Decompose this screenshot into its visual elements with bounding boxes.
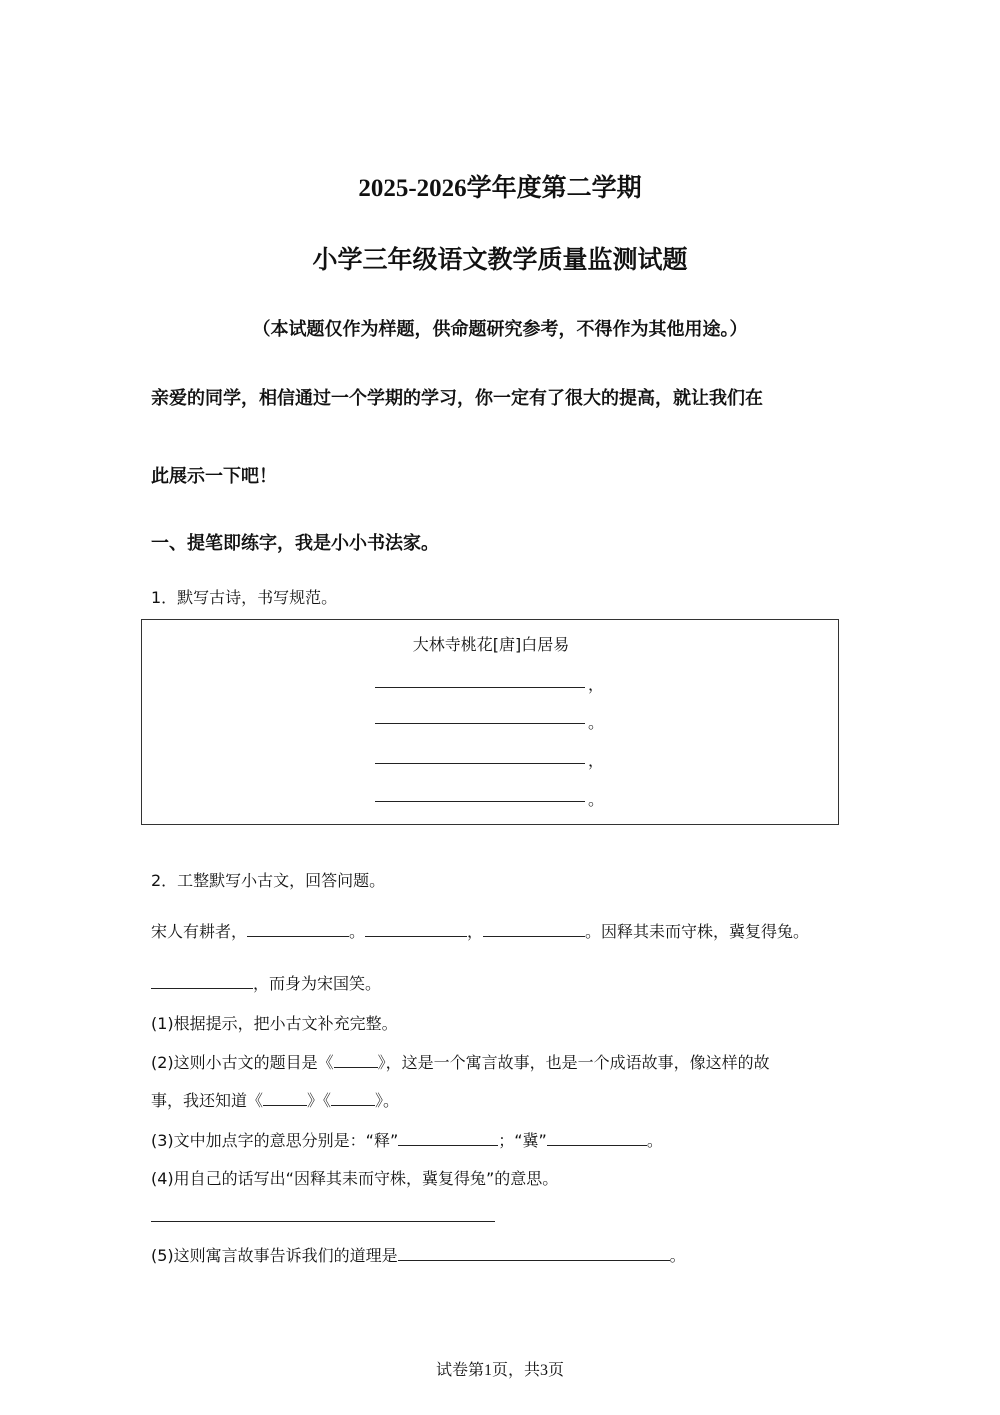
- sub-question-5-text-a: (5)这则寓言故事告诉我们的道理是: [151, 1246, 398, 1265]
- intro-line-2: 此展示一下吧！: [151, 466, 277, 487]
- story-blank-1[interactable]: [263, 1091, 307, 1106]
- poem-answer-line-1[interactable]: [375, 687, 585, 688]
- poem-answer-line-4[interactable]: [375, 801, 585, 802]
- sub-question-4: (4)用自己的话写出“因释其耒而守株，冀复得兔”的意思。: [151, 1169, 559, 1188]
- sub-question-2-text-e: 》。: [375, 1091, 400, 1110]
- classical-text-middle: 。因释其耒而守株，冀复得兔。: [585, 922, 810, 941]
- classical-punct-b: ，: [467, 922, 484, 941]
- story-blank-2[interactable]: [331, 1091, 375, 1106]
- exam-title-subject: 小学三年级语文教学质量监测试题: [312, 245, 688, 274]
- sub-question-3-text-c: 。: [646, 1131, 663, 1150]
- sub-question-5: [151, 1243, 686, 1266]
- meaning-blank-1[interactable]: [398, 1131, 498, 1146]
- sub-question-4-answer-line[interactable]: [151, 1221, 495, 1222]
- classical-text-line-2: [151, 971, 381, 994]
- sub-question-3: [151, 1128, 663, 1151]
- classical-text-line-1: [151, 919, 809, 942]
- sub-question-3-text-a: (3)文中加点字的意思分别是：“释”: [151, 1131, 399, 1150]
- sub-question-2-text-d: 》《: [307, 1091, 332, 1110]
- poem-answer-box: [141, 619, 839, 825]
- question-2-prompt: 2．工整默写小古文，回答问题。: [151, 871, 386, 890]
- poem-answer-line-2[interactable]: [375, 723, 585, 724]
- poem-answer-line-3[interactable]: [375, 763, 585, 764]
- meaning-blank-2[interactable]: [547, 1131, 647, 1146]
- sub-question-5-text-b: 。: [669, 1246, 686, 1265]
- classical-punct-a: 。: [349, 922, 366, 941]
- section-1-heading: 一、提笔即练字，我是小小书法家。: [151, 533, 439, 554]
- fill-blank-b[interactable]: [365, 922, 467, 937]
- poem-line-3-punct: ，: [588, 751, 605, 770]
- sub-question-2-text-b: 》，这是一个寓言故事，也是一个成语故事，像这样的故: [377, 1053, 770, 1072]
- fill-blank-d[interactable]: [151, 974, 253, 989]
- poem-line-1-punct: ，: [588, 675, 605, 694]
- poem-line-2-punct: 。: [588, 713, 605, 732]
- sub-question-1: (1)根据提示，把小古文补充完整。: [151, 1014, 398, 1033]
- poem-title: 大林寺桃花[唐]白居易: [412, 635, 570, 654]
- page-footer: 试卷第1页，共3页: [435, 1362, 564, 1379]
- moral-blank[interactable]: [398, 1246, 670, 1261]
- classical-text-end: ，而身为宋国笑。: [253, 974, 382, 993]
- title-blank[interactable]: [334, 1053, 378, 1068]
- sub-question-3-text-b: ；“冀”: [498, 1131, 547, 1150]
- sub-question-2-line-1: [151, 1050, 770, 1073]
- poem-line-4-punct: 。: [588, 790, 605, 809]
- fill-blank-a[interactable]: [247, 922, 349, 937]
- sub-question-2-line-2: [151, 1088, 399, 1111]
- intro-line-1: 亲爱的同学，相信通过一个学期的学习，你一定有了很大的提高，就让我们在: [151, 388, 763, 409]
- sub-question-2-text-a: (2)这则小古文的题目是《: [151, 1053, 334, 1072]
- exam-title-year: 2025-2026学年度第二学期: [358, 175, 642, 202]
- question-1-prompt: 1．默写古诗，书写规范。: [151, 588, 338, 607]
- exam-usage-note: （本试题仅作为样题，供命题研究参考，不得作为其他用途。）: [252, 319, 748, 340]
- sub-question-2-text-c: 事，我还知道《: [151, 1091, 264, 1110]
- fill-blank-c[interactable]: [483, 922, 585, 937]
- classical-text-start: 宋人有耕者，: [151, 922, 248, 941]
